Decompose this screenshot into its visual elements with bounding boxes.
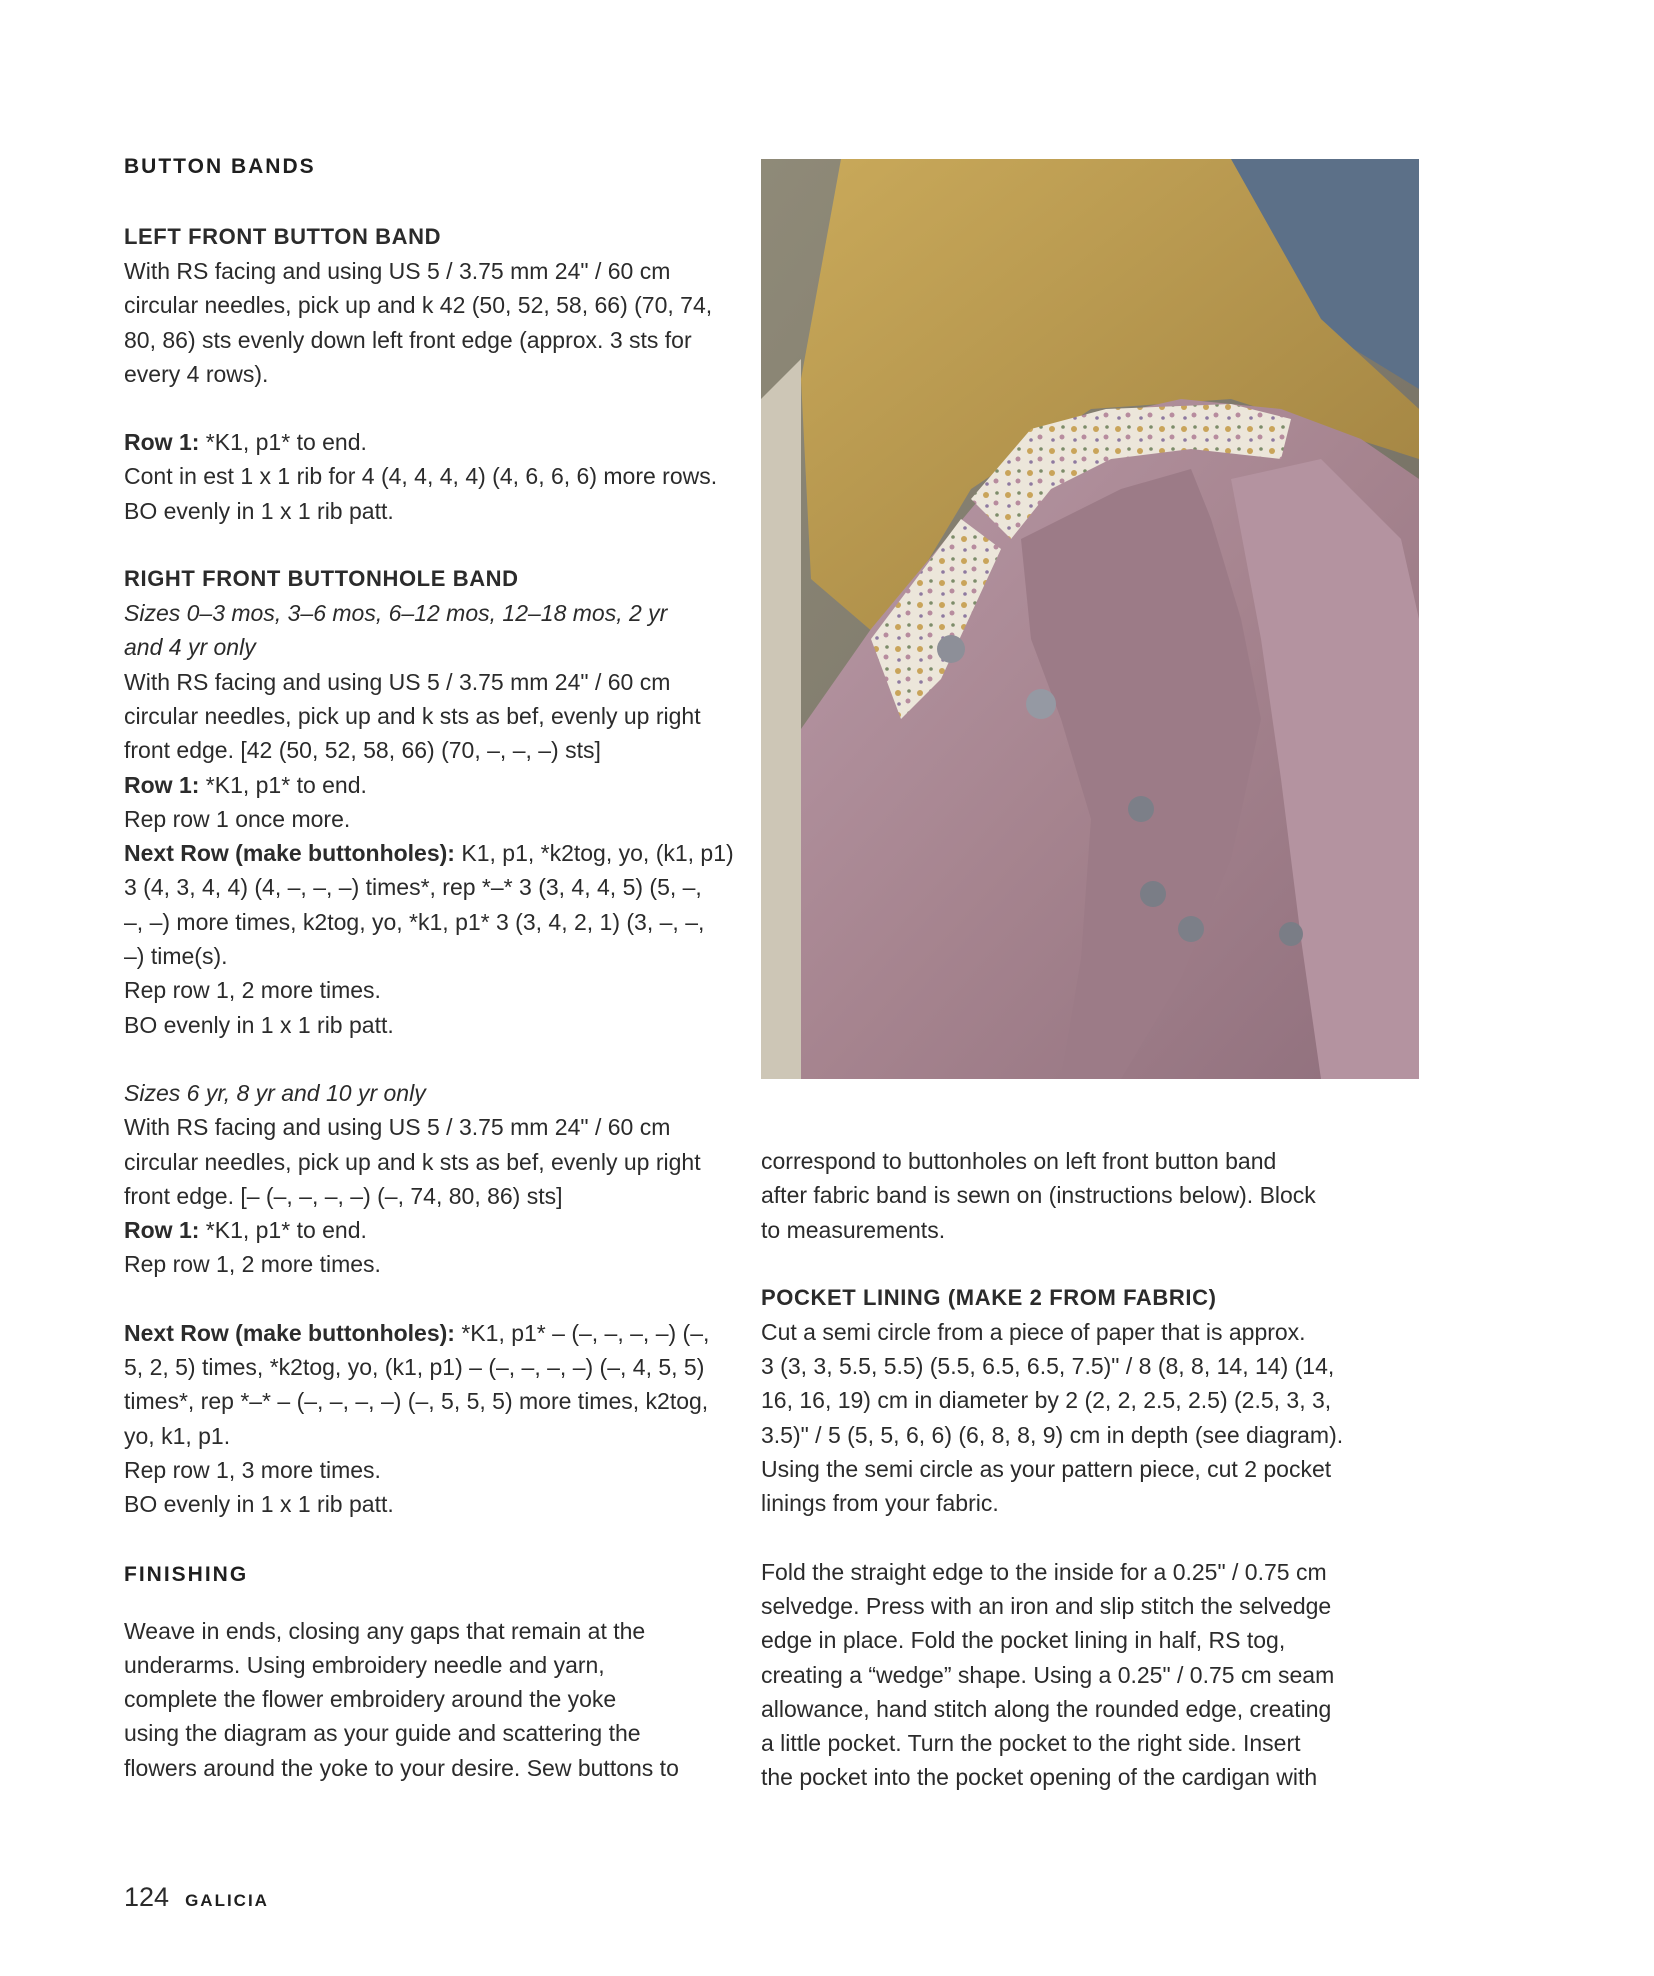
button: [1279, 922, 1303, 946]
text-line: creating a “wedge” shape. Using a 0.25" / 0.75 cm seam: [761, 1661, 1335, 1688]
next-row-a: [124, 836, 734, 870]
row-text: K1, p1, *k2tog, yo, (k1, p1): [454, 840, 734, 867]
bo-line: BO evenly in 1 x 1 rib patt.: [124, 1491, 394, 1518]
text-line: edge in place. Fold the pocket lining in half, RS tog,: [761, 1627, 1286, 1654]
text-line: 16, 16, 19) cm in diameter by 2 (2, 2, 2.5, 2.5) (2.5, 3, 3,: [761, 1387, 1332, 1414]
text-line: 80, 86) sts evenly down left front edge (approx. 3 sts for: [124, 326, 692, 353]
text-line: after fabric band is sewn on (instructions below). Block: [761, 1182, 1316, 1209]
text-line: flowers around the yoke to your desire. Sew buttons to: [124, 1754, 679, 1781]
text-line: Cut a semi circle from a piece of paper that is approx.: [761, 1318, 1306, 1345]
left-band-bo: BO evenly in 1 x 1 rib patt.: [124, 497, 394, 524]
rep-three: Rep row 1, 3 more times.: [124, 1456, 381, 1483]
left-column: [124, 150, 734, 1785]
right-band-title: RIGHT FRONT BUTTONHOLE BAND: [124, 566, 519, 592]
text-line: 5, 2, 5) times, *k2tog, yo, (k1, p1) – (–, –, –, –) (–, 4, 5, 5): [124, 1354, 705, 1381]
text-line: Weave in ends, closing any gaps that remain at the: [124, 1617, 646, 1644]
text-line: linings from your fabric.: [761, 1490, 999, 1517]
rep-two-b: Rep row 1, 2 more times.: [124, 1251, 381, 1278]
text-line: 3 (3, 3, 5.5, 5.5) (5.5, 6.5, 6.5, 7.5)" / 8 (8, 8, 14, 14) (14,: [761, 1353, 1335, 1380]
rep-once: Rep row 1 once more.: [124, 805, 351, 832]
cardigan-photo: [761, 159, 1419, 1079]
text-line: every 4 rows).: [124, 360, 269, 387]
button: [1178, 916, 1204, 942]
text-line: circular needles, pick up and k 42 (50, 52, 58, 66) (70, 74,: [124, 292, 713, 319]
pattern-title: GALICIA: [185, 1891, 269, 1910]
text-line: allowance, hand stitch along the rounded edge, creating: [761, 1695, 1332, 1722]
text-line: Using the semi circle as your pattern piece, cut 2 pocket: [761, 1456, 1332, 1483]
text-line: –, –) more times, k2tog, yo, *k1, p1* 3 (3, 4, 2, 1) (3, –, –,: [124, 908, 705, 935]
text-line: circular needles, pick up and k sts as bef, evenly up right: [124, 1148, 701, 1175]
text-line: 3.5)" / 5 (5, 5, 6, 6) (6, 8, 8, 9) cm in depth (see diagram).: [761, 1421, 1344, 1448]
sizes-b-line: Sizes 6 yr, 8 yr and 10 yr only: [124, 1079, 426, 1106]
text-line: circular needles, pick up and k sts as bef, evenly up right: [124, 702, 701, 729]
row-label: Next Row (make buttonholes):: [124, 1319, 455, 1346]
left-band-title: LEFT FRONT BUTTON BAND: [124, 224, 442, 249]
text-line: underarms. Using embroidery needle and yarn,: [124, 1651, 605, 1678]
right-band-row1: [124, 768, 734, 802]
text-line: Fold the straight edge to the inside for a 0.25" / 0.75 cm: [761, 1558, 1327, 1585]
page-footer: [124, 1882, 269, 1913]
text-line: –) time(s).: [124, 943, 228, 970]
row-text: *K1, p1* to end.: [199, 771, 367, 798]
button: [937, 635, 965, 663]
row-label: Row 1:: [124, 771, 200, 798]
text-line: With RS facing and using US 5 / 3.75 mm 24" / 60 cm: [124, 258, 671, 284]
row-text: *K1, p1* to end.: [199, 429, 367, 456]
text-line: yo, k1, p1.: [124, 1422, 231, 1449]
text-line: correspond to buttonholes on left front button band: [761, 1148, 1277, 1174]
sizes-a-line: and 4 yr only: [124, 634, 256, 661]
next-row-b: [124, 1316, 734, 1350]
left-band-intro: [124, 254, 734, 391]
row-label: Next Row (make buttonholes):: [124, 840, 455, 867]
left-band-cont: Cont in est 1 x 1 rib for 4 (4, 4, 4, 4) (4, 6, 6, 6) more rows.: [124, 463, 718, 490]
text-line: the pocket into the pocket opening of the cardigan with: [761, 1764, 1318, 1791]
text-line: times*, rep *–* – (–, –, –, –) (–, 5, 5, 5) more times, k2tog,: [124, 1388, 709, 1415]
text-line: using the diagram as your guide and scattering the: [124, 1720, 641, 1747]
row-label: Row 1:: [124, 429, 200, 456]
right-column: [761, 1144, 1401, 1795]
cream-blanket: [761, 359, 801, 1079]
row-text: *K1, p1* – (–, –, –, –) (–,: [454, 1319, 710, 1346]
sizes-a-line: Sizes 0–3 mos, 3–6 mos, 6–12 mos, 12–18 mos, 2 yr: [124, 600, 668, 627]
text-line: front edge. [42 (50, 52, 58, 66) (70, –, –, –) sts]: [124, 737, 601, 764]
page-number: 124: [124, 1882, 170, 1912]
text-line: With RS facing and using US 5 / 3.75 mm 24" / 60 cm: [124, 668, 671, 695]
pocket-lining-title: POCKET LINING (MAKE 2 FROM FABRIC): [761, 1284, 1217, 1310]
row-label: Row 1:: [124, 1217, 200, 1244]
text-line: With RS facing and using US 5 / 3.75 mm 24" / 60 cm: [124, 1114, 671, 1141]
bo-line: BO evenly in 1 x 1 rib patt.: [124, 1011, 394, 1038]
button: [1128, 796, 1154, 822]
text-line: to measurements.: [761, 1216, 946, 1243]
text-line: front edge. [– (–, –, –, –) (–, 74, 80, 86) sts]: [124, 1182, 563, 1209]
finishing-heading: FINISHING: [124, 1562, 249, 1586]
text-line: selvedge. Press with an iron and slip stitch the selvedge: [761, 1592, 1332, 1619]
row1-b: [124, 1213, 734, 1247]
left-band-row1: [124, 425, 734, 459]
button: [1140, 881, 1166, 907]
button-bands-heading: BUTTON BANDS: [124, 155, 316, 178]
rep-two: Rep row 1, 2 more times.: [124, 977, 381, 1004]
text-line: complete the flower embroidery around the yoke: [124, 1686, 617, 1713]
text-line: 3 (4, 3, 4, 4) (4, –, –, –) times*, rep *–* 3 (3, 4, 4, 5) (5, –,: [124, 874, 702, 901]
text-line: a little pocket. Turn the pocket to the right side. Insert: [761, 1730, 1301, 1757]
row-text: *K1, p1* to end.: [199, 1217, 367, 1244]
button: [1026, 689, 1056, 719]
